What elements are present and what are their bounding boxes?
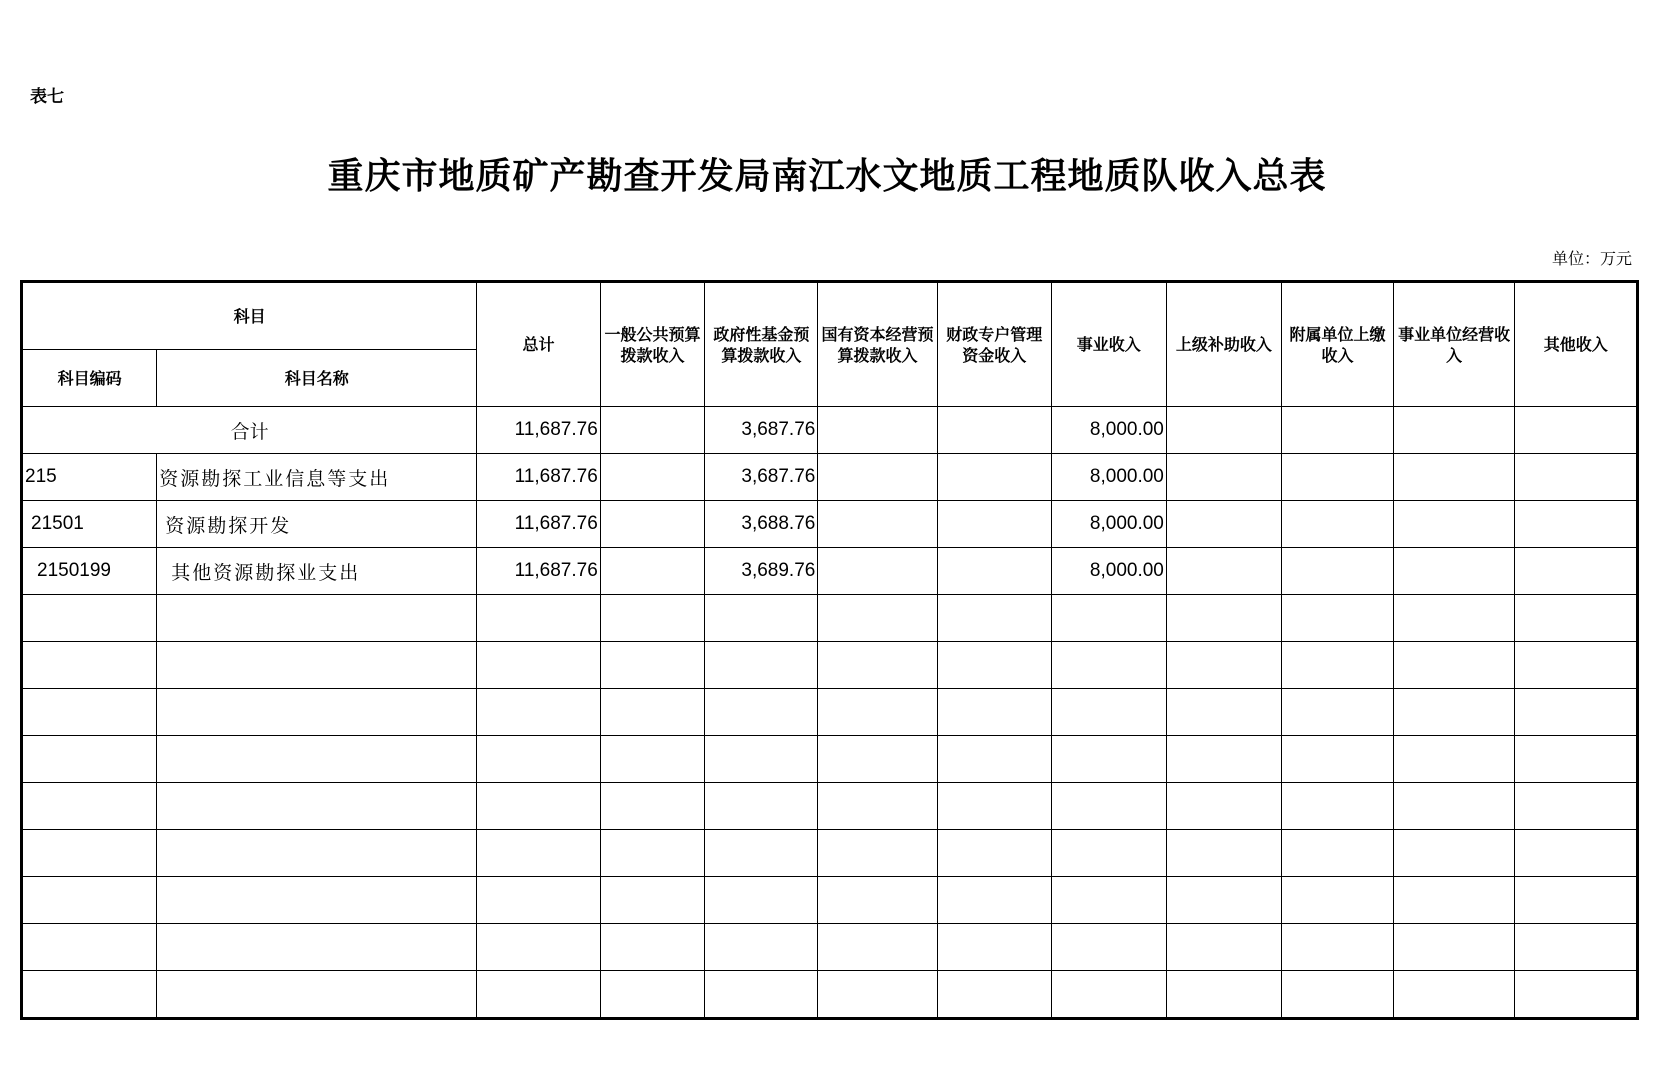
empty-row [22,689,1638,736]
row-code: 2150199 [22,548,157,595]
empty-cell [1393,877,1514,924]
summary-business-income: 8,000.00 [1051,407,1166,454]
empty-cell [1515,924,1638,971]
empty-cell [705,689,818,736]
row-total: 11,687.76 [477,454,601,501]
header-state-capital: 国有资本经营预算拨款收入 [818,282,937,407]
empty-cell [1166,595,1281,642]
empty-cell [705,971,818,1019]
empty-cell [1515,736,1638,783]
header-subject-code: 科目编码 [22,350,157,407]
empty-cell [1282,971,1394,1019]
empty-cell [1393,454,1514,501]
empty-cell [937,971,1051,1019]
empty-cell [1515,689,1638,736]
empty-cell [818,501,937,548]
row-code: 215 [22,454,157,501]
empty-cell [818,736,937,783]
empty-cell [1166,783,1281,830]
empty-cell [818,595,937,642]
empty-cell [1051,642,1166,689]
empty-cell [1166,407,1281,454]
empty-cell [818,877,937,924]
empty-cell [1051,877,1166,924]
empty-cell [477,736,601,783]
header-superior-subsidy: 上级补助收入 [1166,282,1281,407]
empty-cell [1515,407,1638,454]
empty-cell [1051,689,1166,736]
empty-cell [1282,642,1394,689]
empty-cell [1515,501,1638,548]
empty-cell [600,924,705,971]
empty-cell [705,783,818,830]
empty-cell [477,971,601,1019]
empty-cell [1515,548,1638,595]
empty-cell [705,595,818,642]
unit-label: 单位：万元 [1551,249,1632,268]
empty-cell [937,407,1051,454]
empty-cell [818,783,937,830]
header-affiliated-income: 附属单位上缴收入 [1282,282,1394,407]
summary-label: 合计 [22,407,477,454]
empty-cell [1051,736,1166,783]
empty-cell [705,830,818,877]
empty-cell [1515,783,1638,830]
empty-cell [937,877,1051,924]
row-name: 其他资源勘探业支出 [157,548,477,595]
header-other-income: 其他收入 [1515,282,1638,407]
empty-row [22,971,1638,1019]
empty-cell [157,642,477,689]
empty-cell [1515,877,1638,924]
empty-cell [1166,689,1281,736]
empty-cell [818,642,937,689]
empty-cell [937,501,1051,548]
empty-cell [1051,783,1166,830]
empty-cell [1166,548,1281,595]
empty-cell [1166,501,1281,548]
empty-cell [1282,595,1394,642]
summary-row [22,407,1638,454]
empty-cell [818,407,937,454]
empty-cell [937,783,1051,830]
empty-cell [600,830,705,877]
empty-cell [1282,548,1394,595]
row-gov-fund: 3,689.76 [705,548,818,595]
empty-cell [600,454,705,501]
row-total: 11,687.76 [477,548,601,595]
empty-cell [22,689,157,736]
empty-cell [1515,595,1638,642]
empty-cell [1393,548,1514,595]
empty-cell [1166,830,1281,877]
header-business-income: 事业收入 [1051,282,1166,407]
header-gov-fund: 政府性基金预算拨款收入 [705,282,818,407]
empty-cell [22,877,157,924]
empty-cell [1393,971,1514,1019]
row-gov-fund: 3,688.76 [705,501,818,548]
empty-cell [600,736,705,783]
empty-cell [1282,501,1394,548]
empty-cell [1282,407,1394,454]
row-gov-fund: 3,687.76 [705,454,818,501]
row-business-income: 8,000.00 [1051,548,1166,595]
empty-row [22,783,1638,830]
empty-cell [1515,454,1638,501]
empty-cell [818,454,937,501]
empty-cell [1393,407,1514,454]
empty-cell [1166,924,1281,971]
table-row [22,501,1638,548]
empty-rows-group [22,595,1638,1019]
empty-cell [477,642,601,689]
empty-cell [1282,454,1394,501]
header-fiscal-special: 财政专户管理资金收入 [937,282,1051,407]
summary-gov-fund: 3,687.76 [705,407,818,454]
empty-cell [1282,830,1394,877]
empty-cell [1051,595,1166,642]
empty-cell [22,736,157,783]
empty-cell [1051,971,1166,1019]
empty-cell [1282,736,1394,783]
empty-cell [22,924,157,971]
empty-cell [477,595,601,642]
empty-cell [22,783,157,830]
empty-cell [22,830,157,877]
header-subject-name: 科目名称 [157,350,477,407]
empty-cell [600,407,705,454]
empty-cell [477,924,601,971]
empty-cell [1051,830,1166,877]
empty-cell [600,548,705,595]
empty-cell [477,783,601,830]
empty-cell [157,783,477,830]
empty-cell [1393,783,1514,830]
empty-cell [157,736,477,783]
summary-total: 11,687.76 [477,407,601,454]
empty-cell [1051,924,1166,971]
empty-cell [1515,971,1638,1019]
header-total: 总计 [477,282,601,407]
empty-cell [600,501,705,548]
empty-cell [1515,830,1638,877]
empty-cell [1393,642,1514,689]
empty-cell [1393,689,1514,736]
empty-row [22,924,1638,971]
empty-cell [1282,689,1394,736]
empty-cell [600,689,705,736]
page-title: 重庆市地质矿产勘查开发局南江水文地质工程地质队收入总表 [327,155,1327,197]
empty-row [22,595,1638,642]
header-business-operation: 事业单位经营收入 [1393,282,1514,407]
empty-cell [818,548,937,595]
empty-cell [818,924,937,971]
empty-cell [157,830,477,877]
empty-row [22,736,1638,783]
table-number: 表七 [30,87,64,107]
empty-cell [1515,642,1638,689]
empty-cell [477,689,601,736]
empty-cell [1282,783,1394,830]
empty-cell [705,736,818,783]
empty-cell [157,595,477,642]
empty-cell [705,642,818,689]
empty-row [22,830,1638,877]
row-business-income: 8,000.00 [1051,454,1166,501]
empty-cell [1166,877,1281,924]
empty-cell [477,877,601,924]
empty-cell [1166,971,1281,1019]
empty-cell [818,830,937,877]
empty-cell [818,971,937,1019]
empty-cell [600,877,705,924]
empty-cell [1393,736,1514,783]
empty-cell [937,548,1051,595]
empty-cell [937,924,1051,971]
empty-cell [818,689,937,736]
empty-cell [157,689,477,736]
empty-cell [1393,924,1514,971]
empty-cell [937,642,1051,689]
empty-cell [1393,595,1514,642]
empty-cell [157,924,477,971]
empty-cell [937,830,1051,877]
header-general-budget: 一般公共预算拨款收入 [600,282,705,407]
empty-cell [157,877,477,924]
empty-cell [1166,642,1281,689]
empty-row [22,877,1638,924]
empty-cell [705,924,818,971]
empty-cell [937,736,1051,783]
header-subject: 科目 [22,282,477,350]
row-code: 21501 [22,501,157,548]
empty-cell [1282,877,1394,924]
empty-cell [1282,924,1394,971]
row-name: 资源勘探开发 [157,501,477,548]
empty-cell [477,830,601,877]
empty-row [22,642,1638,689]
empty-cell [22,971,157,1019]
empty-cell [937,689,1051,736]
empty-cell [1393,501,1514,548]
row-total: 11,687.76 [477,501,601,548]
empty-cell [600,595,705,642]
empty-cell [1393,830,1514,877]
empty-cell [937,454,1051,501]
row-name: 资源勘探工业信息等支出 [157,454,477,501]
empty-cell [705,877,818,924]
table-row [22,454,1638,501]
empty-cell [1166,736,1281,783]
empty-cell [600,971,705,1019]
income-summary-table [20,280,1639,1020]
empty-cell [937,595,1051,642]
empty-cell [22,595,157,642]
table-row [22,548,1638,595]
row-business-income: 8,000.00 [1051,501,1166,548]
empty-cell [157,971,477,1019]
empty-cell [600,642,705,689]
empty-cell [600,783,705,830]
empty-cell [22,642,157,689]
empty-cell [1166,454,1281,501]
